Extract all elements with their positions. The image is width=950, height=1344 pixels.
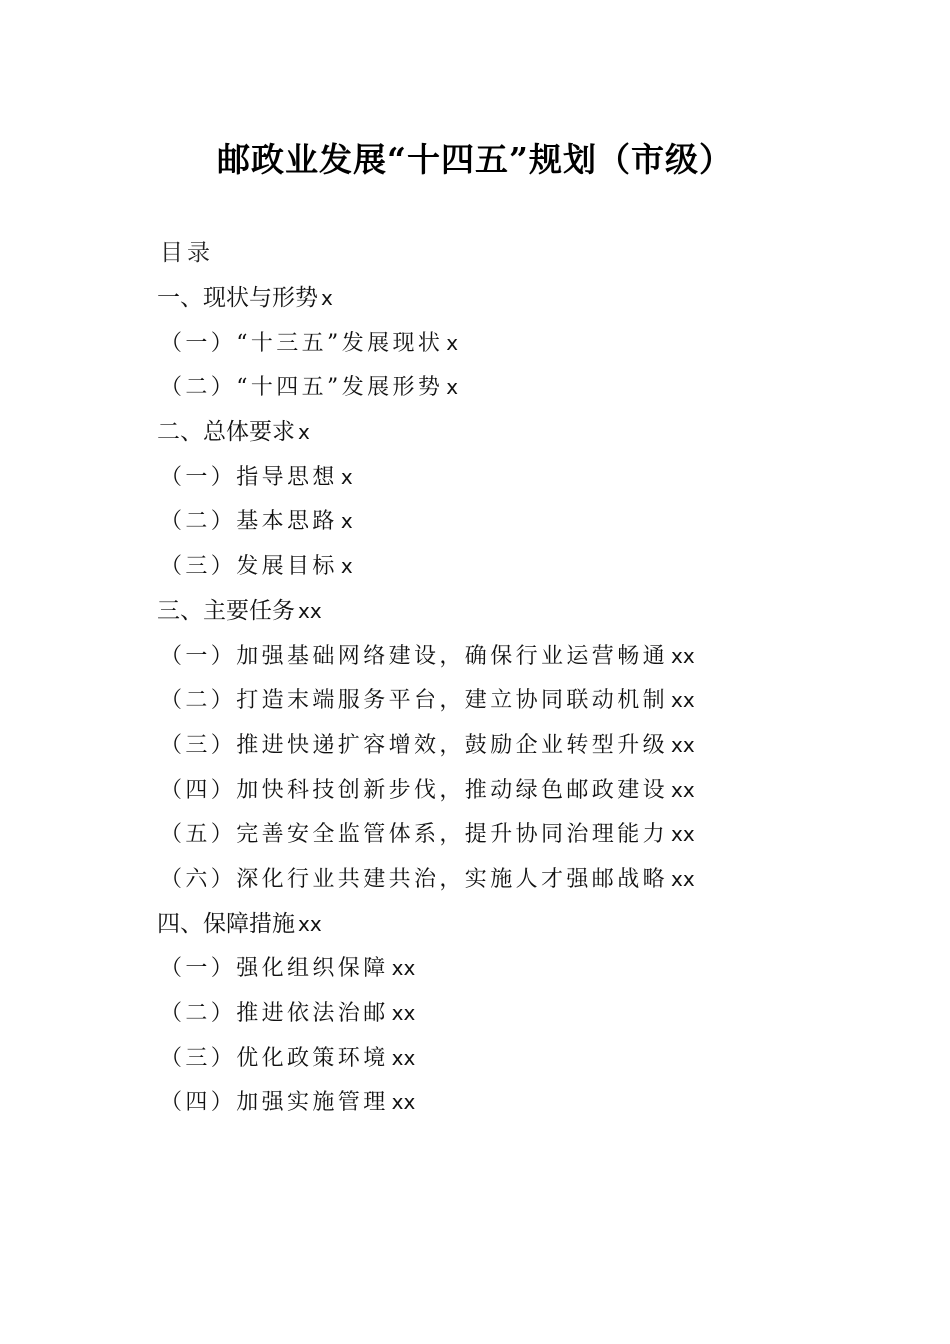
toc-entry-label: （四）加快科技创新步伐，推动绿色邮政建设 [160,777,669,803]
toc-subsection-entry[interactable] [0,727,950,772]
toc-entry-label: （六）深化行业共建共治，实施人才强邮战略 [160,866,669,892]
toc-subsection-entry[interactable] [0,459,950,504]
toc-subsection-entry[interactable] [0,950,950,995]
toc-entry-label: 四、保障措施 [157,910,295,937]
toc-subsection-entry[interactable] [0,816,950,861]
toc-entry-label: 一、现状与形势 [157,285,318,311]
toc-page-number: x [321,286,333,310]
toc-page-number: xx [298,911,322,936]
toc-page-number: x [446,330,459,355]
toc-page-number: xx [671,866,695,891]
toc-subsection-entry[interactable] [0,861,950,906]
toc-page-number: x [446,375,459,400]
toc-page-number: xx [391,956,416,981]
toc-page-number: xx [391,1090,416,1115]
toc-entry-label: （一）指导思想 [160,464,338,490]
toc-entry-label: （三）推进快递扩容增效，鼓励企业转型升级 [160,732,669,758]
toc-subsection-entry[interactable] [0,1084,950,1129]
toc-subsection-entry[interactable] [0,638,950,683]
toc-page-number: xx [671,777,695,802]
toc-entry-label: （一）“十三五”发展现状 [160,330,444,356]
toc-subsection-entry[interactable] [0,369,950,414]
toc-section-entry[interactable] [0,414,950,459]
toc-subsection-entry[interactable] [0,503,950,548]
toc-entry-label: 二、总体要求 [157,419,295,446]
toc-entry-label: 三、主要任务 [157,597,295,624]
toc-page-number: x [340,464,353,489]
toc-page-number: x [298,420,310,445]
toc-page-number: xx [671,732,695,757]
toc-entry-label: （一）强化组织保障 [160,956,389,982]
toc-subsection-entry[interactable] [0,325,950,370]
toc-entry-label: （三）发展目标 [160,554,338,580]
toc-page-number: xx [671,643,695,668]
toc-entry-label: （二）推进依法治邮 [160,1001,389,1026]
toc-page-number: x [340,509,353,534]
toc-page-number: xx [298,598,322,623]
toc-subsection-entry[interactable] [0,995,950,1040]
table-of-contents [0,280,950,1129]
toc-heading: 目录 [160,240,214,266]
toc-subsection-entry[interactable] [0,548,950,593]
toc-entry-label: （五）完善安全监管体系，提升协同治理能力 [160,822,669,848]
toc-entry-label: （一）加强基础网络建设，确保行业运营畅通 [160,643,669,669]
toc-page-number: x [340,554,353,579]
toc-section-entry[interactable] [0,593,950,638]
toc-page-number: xx [391,1001,416,1025]
toc-entry-label: （三）优化政策环境 [160,1045,389,1071]
toc-entry-label: （二）“十四五”发展形势 [160,375,444,401]
toc-subsection-entry[interactable] [0,682,950,727]
toc-entry-label: （四）加强实施管理 [160,1090,389,1116]
toc-page-number: xx [671,688,695,713]
toc-page-number: xx [671,822,695,847]
toc-page-number: xx [391,1045,416,1070]
toc-entry-label: （二）打造末端服务平台，建立协同联动机制 [160,688,669,714]
toc-subsection-entry[interactable] [0,1040,950,1085]
toc-section-entry[interactable] [0,280,950,325]
toc-entry-label: （二）基本思路 [160,509,338,535]
document-title: 邮政业发展“十四五”规划（市级） [217,140,733,179]
toc-section-entry[interactable] [0,906,950,951]
toc-subsection-entry[interactable] [0,772,950,817]
